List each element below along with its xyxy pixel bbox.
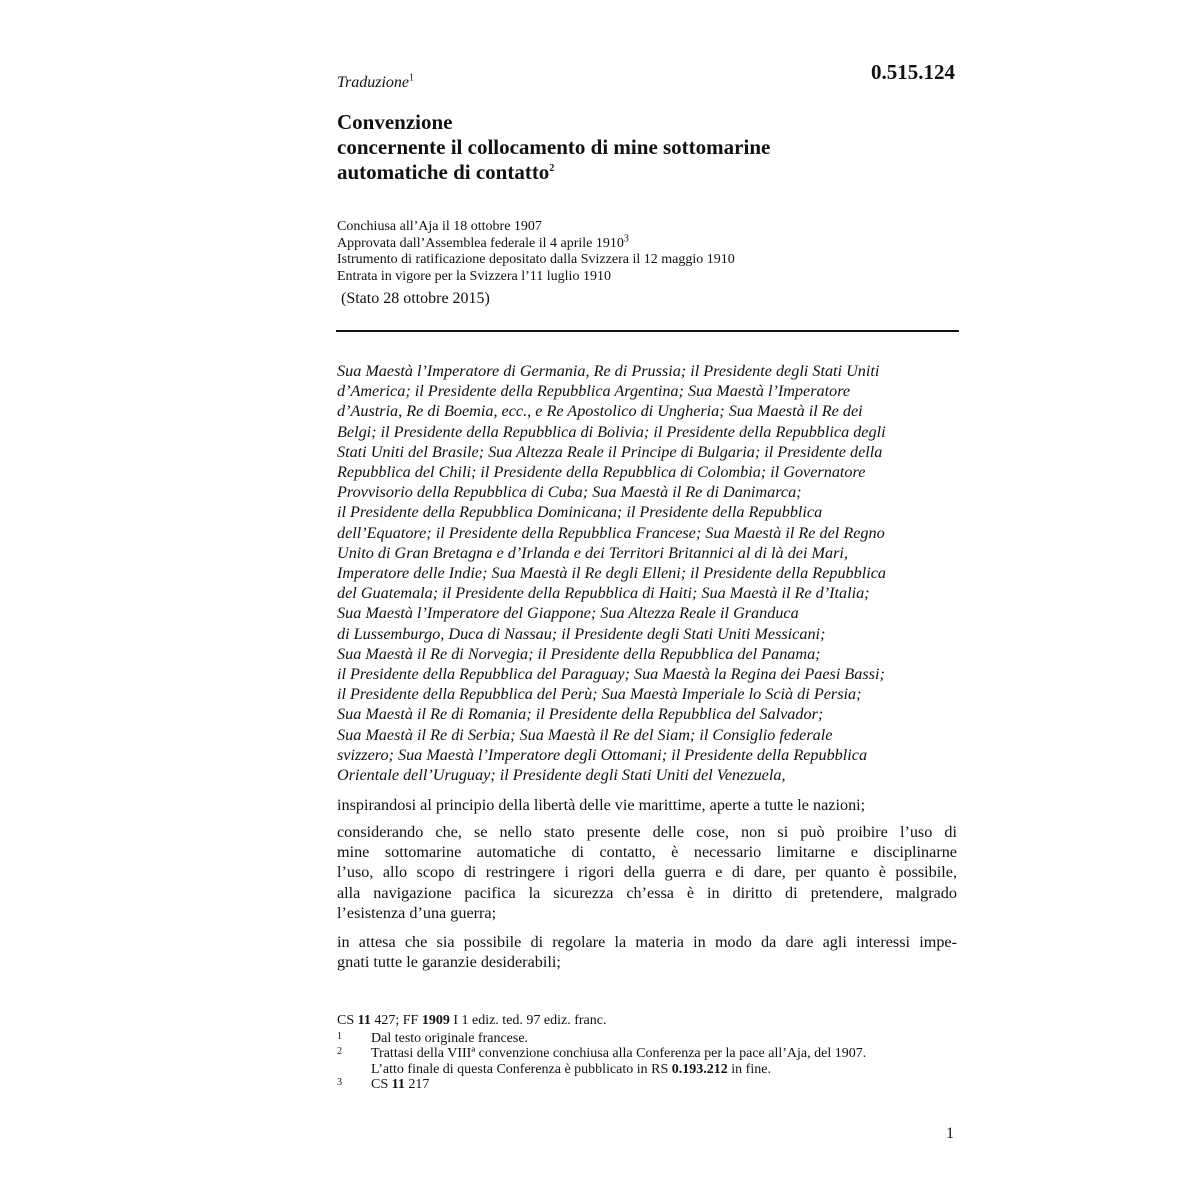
parties-line: Sua Maestà il Re di Romania; il Presidente della Repubblica del Salvador;	[337, 705, 824, 724]
source-volume: 11	[357, 1013, 371, 1028]
footnote-2-text-continued	[337, 1062, 977, 1078]
title-line-3-text: automatiche di contatto	[337, 160, 550, 184]
parties-line: svizzero; Sua Maestà l’Imperatore degli Ottomani; il Presidente della Repubblica	[337, 745, 868, 764]
parties-line: Belgi; il Presidente della Repubblica di Bolivia; il Presidente della Repubblica degli	[337, 422, 886, 441]
footnote-2-text2-suffix: in fine.	[727, 1061, 771, 1077]
footnote-ref-2[interactable]: 2	[549, 163, 555, 174]
document-title	[337, 110, 957, 185]
translation-label-text: Traduzione	[337, 74, 410, 91]
footnote-1-number: 1	[337, 1030, 342, 1042]
preamble-line: l’esistenza d’una guerra;	[337, 903, 497, 922]
preamble-paragraph-3	[337, 932, 957, 972]
preamble-line: considerando che, se nello stato presente delle cose, non si può proibire l’uso di	[337, 823, 957, 841]
parties-line: d’Austria, Re di Boemia, ecc., e Re Apostolico di Ungheria; Sua Maestà il Re dei	[337, 402, 863, 421]
meta-in-force: Entrata in vigore per la Svizzera l’11 luglio 1910	[337, 268, 611, 284]
footnote-2	[337, 1046, 977, 1077]
parties-line: di Lussemburgo, Duca di Nassau; il Presidente degli Stati Uniti Messicani;	[337, 624, 826, 643]
parties-line: Repubblica del Chili; il Presidente della Repubblica di Colombia; il Governatore	[337, 463, 866, 482]
parties-list	[337, 361, 977, 785]
parties-line: Sua Maestà il Re di Serbia; Sua Maestà il Re del Siam; il Consiglio federale	[337, 725, 833, 744]
footnote-1-text: Dal testo originale francese.	[371, 1030, 529, 1046]
meta-approved-text: Approvata dall’Assemblea federale il 4 aprile 1910	[337, 235, 624, 251]
footnote-3-volume: 11	[391, 1077, 405, 1092]
preamble-line: inspirandosi al principio della libertà delle vie marittime, aperte a tutte le nazioni;	[337, 796, 866, 814]
footnote-3-text	[337, 1077, 977, 1093]
parties-line: Unito di Gran Bretagna e d’Irlanda e dei Territori Britannici al di là dei Mari,	[337, 543, 848, 562]
parties-line: d’America; il Presidente della Repubblica Argentina; Sua Maestà l’Imperatore	[337, 382, 851, 401]
meta-concluded: Conchiusa all’Aja il 18 ottobre 1907	[337, 219, 542, 234]
source-year: 1909	[421, 1013, 450, 1028]
sr-link-0-193-212[interactable]: 0.193.212	[671, 1061, 728, 1077]
footnote-3	[337, 1077, 977, 1093]
footnote-2-number: 2	[337, 1046, 342, 1057]
parties-line: Sua Maestà il Re di Norvegia; il Presidente della Repubblica del Panama;	[337, 644, 821, 663]
preamble-paragraph-2	[337, 822, 957, 923]
parties-line: Sua Maestà l’Imperatore di Germania, Re di Prussia; il Presidente degli Stati Uniti	[337, 362, 880, 380]
parties-line: il Presidente della Repubblica del Paraguay; Sua Maestà la Regina dei Paesi Bassi;	[337, 665, 885, 684]
footnote-ref-3[interactable]: 3	[623, 232, 629, 244]
source-mid: 427; FF	[370, 1013, 422, 1028]
preamble-paragraph-1	[337, 795, 957, 815]
preamble-line: alla navigazione pacifica la sicurezza ch’essa è in diritto di pretendere, malgrado	[337, 883, 957, 902]
footnote-3-suffix: 217	[404, 1077, 430, 1092]
parties-line: il Presidente della Repubblica del Perù; Sua Maestà Imperiale lo Scià di Persia;	[337, 685, 862, 704]
parties-line: Sua Maestà l’Imperatore del Giappone; Sua Altezza Reale il Granduca	[337, 604, 799, 623]
footnote-3-number: 3	[337, 1077, 342, 1088]
title-line-1: Convenzione	[337, 110, 453, 134]
metadata-block	[337, 219, 957, 285]
title-line-3	[337, 160, 957, 185]
preamble-line: gnati tutte le garanzie desiderabili;	[337, 953, 561, 972]
footnote-2-text: Trattasi della VIIIª convenzione conchiusa alla Conferenza per la pace all’Aja, del 1907.	[371, 1046, 867, 1061]
parties-line: Stati Uniti del Brasile; Sua Altezza Reale il Principe di Bulgaria; il Presidente della	[337, 442, 883, 461]
parties-line: Imperatore delle Indie; Sua Maestà il Re degli Elleni; il Presidente della Repubblica	[337, 564, 887, 583]
source-prefix: CS	[337, 1013, 358, 1028]
preamble-line: mine sottomarine automatiche di contatto, è necessario limitarne e disciplinarne	[337, 843, 957, 862]
meta-ratification: Istrumento di ratificazione depositato dalla Svizzera il 12 maggio 1910	[337, 252, 735, 267]
translation-label	[337, 74, 414, 92]
title-line-2: concernente il collocamento di mine sottomarine	[337, 135, 771, 159]
preamble-line: in attesa che sia possibile di regolare la materia in modo da dare agli interessi impe-	[337, 933, 957, 951]
sr-number: 0.515.124	[871, 60, 955, 84]
footnote-2-text2-prefix: L’atto finale di questa Conferenza è pubblicato in RS	[371, 1061, 672, 1077]
parties-line: dell’Equatore; il Presidente della Repubblica Francese; Sua Maestà il Re del Regno	[337, 523, 885, 542]
footnote-source	[337, 1013, 977, 1029]
status-line: (Stato 28 ottobre 2015)	[341, 290, 490, 307]
page-number: 1	[946, 1125, 954, 1142]
preamble-line: l’uso, allo scopo di restringere i rigori della guerra e di dare, per quanto è possibile,	[337, 863, 957, 882]
parties-line: Provvisorio della Repubblica di Cuba; Sua Maestà il Re di Danimarca;	[337, 483, 802, 502]
parties-line: del Guatemala; il Presidente della Repubblica di Haiti; Sua Maestà il Re d’Italia;	[337, 584, 870, 603]
parties-line: il Presidente della Repubblica Dominicana; il Presidente della Repubblica	[337, 503, 823, 522]
header-divider	[336, 330, 959, 332]
footnote-1	[337, 1031, 977, 1047]
meta-approved	[337, 232, 957, 253]
footnote-ref-1[interactable]: 1	[409, 72, 415, 84]
footnotes	[337, 1013, 977, 1093]
parties-line: Orientale dell’Uruguay; il Presidente degli Stati Uniti del Venezuela,	[337, 766, 786, 785]
source-suffix: I 1 ediz. ted. 97 ediz. franc.	[449, 1013, 607, 1028]
footnote-3-prefix: CS	[371, 1077, 392, 1092]
